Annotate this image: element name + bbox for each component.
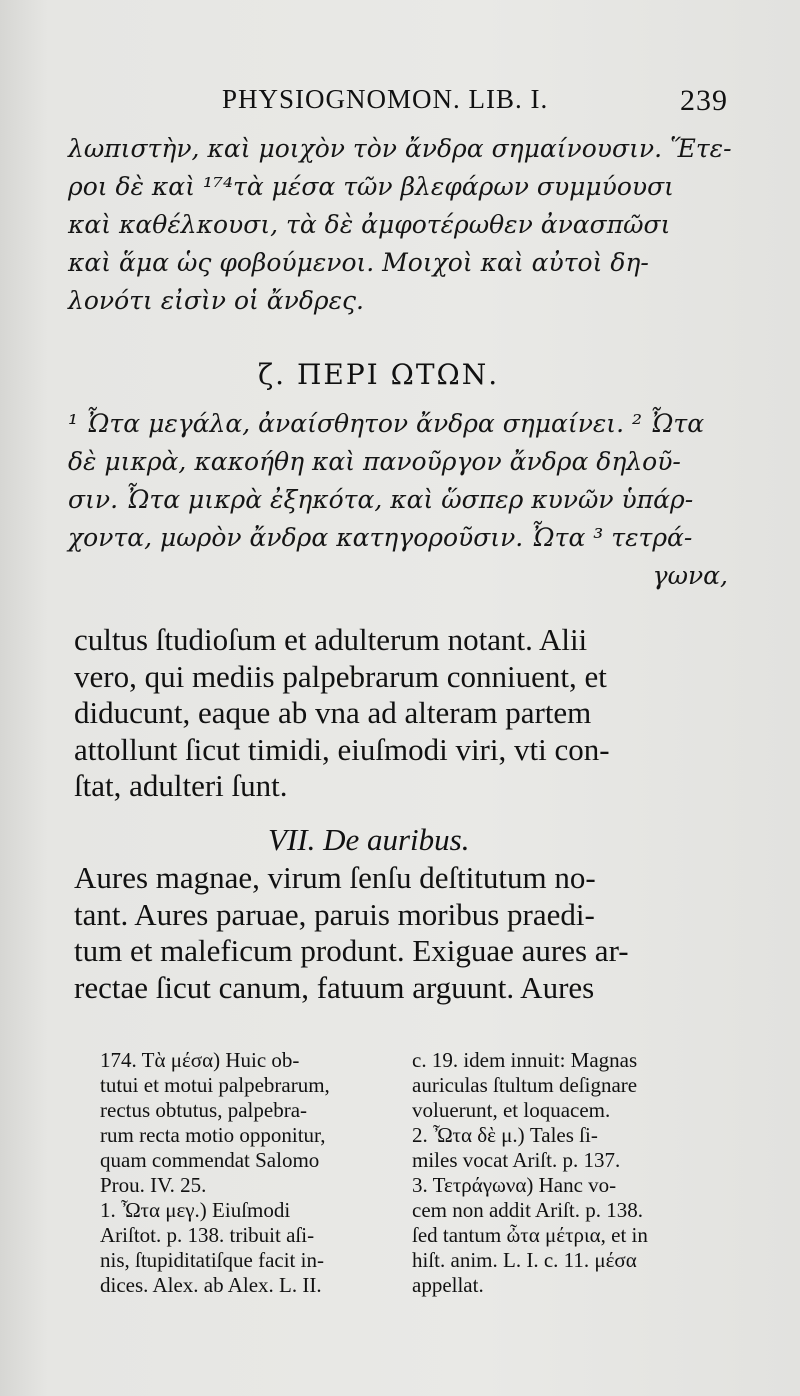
page-number: 239 [680,84,728,117]
latin-text-block-2 [74,860,726,1006]
footnote-line: nis, ſtupiditatiſque facit in- [100,1248,324,1272]
latin-section-heading: VII. De auribus. [268,822,470,857]
footnote-line: cem non addit Ariſt. p. 138. [412,1198,643,1222]
footnote-line: Prou. IV. 25. [100,1173,207,1197]
text-line: δὲ μικρὰ, κακοήθη καὶ πανοῦργον ἄνδρα δηλοῦ- [68,447,681,476]
text-line: ¹ Ὦτα μεγάλα, ἀναίσθητον ἄνδρα σημαίνει. ² Ὦτα [68,409,705,438]
footnote-line: 174. Τὰ μέσα) Huic ob- [100,1048,300,1072]
footnote-line: auriculas ſtultum deſignare [412,1073,638,1097]
running-title: PHYSIOGNOMON. LIB. I. [222,84,549,114]
footnote-line: ſed tantum ὦτα μέτρια, et in [412,1223,648,1247]
greek-text-block-2 [68,405,736,595]
footnote-line: quam commendat Salomo [100,1148,320,1172]
text-line: καὶ καθέλκουσι, τὰ δὲ ἀμφοτέρωθεν ἀνασπῶσι [68,210,671,239]
footnotes-left-column [100,1048,390,1298]
footnote-line: rum recta motio opponitur, [100,1123,326,1147]
text-line: vero, qui mediis palpebrarum conniuent, et [74,658,607,694]
text-line: diducunt, eaque ab vna ad alteram partem [74,695,592,730]
text-line: tant. Aures paruae, paruis moribus praedi- [74,896,595,932]
text-line: rectae ſicut canum, fatuum arguunt. Aures [74,969,595,1005]
text-line: ſtat, adulteri ſunt. [74,768,288,803]
footnote-line: 1. Ὦτα μεγ.) Eiuſmodi [100,1198,291,1222]
text-line: καὶ ἅμα ὡς φοβούμενοι. Μοιχοὶ καὶ αὐτοὶ δη- [68,248,649,277]
text-line: ροι δὲ καὶ ¹⁷⁴τὰ μέσα τῶν βλεφάρων συμμύουσι [68,172,674,201]
footnote-line: appellat. [412,1273,484,1297]
text-line: cultus ſtudioſum et adulterum notant. Alii [74,622,588,657]
text-line: Aures magnae, virum ſenſu deſtitutum no- [74,860,596,895]
text-line: attollunt ſicut timidi, eiuſmodi viri, vti con- [74,731,610,767]
footnotes-right-column [412,1048,742,1298]
footnote-line: hiſt. anim. L. I. c. 11. μέσα [412,1248,637,1272]
text-line: σιν. Ὦτα μικρὰ ἐξηκότα, καὶ ὥσπερ κυνῶν ὑπάρ- [68,485,694,514]
text-line: λονότι εἰσὶν οἱ ἄνδρες. [68,286,364,315]
latin-text-block-1 [74,622,726,805]
footnote-line: dices. Alex. ab Alex. L. II. [100,1273,322,1297]
text-line: χοντα, μωρὸν ἄνδρα κατηγοροῦσιν. Ὦτα ³ τετρά- [68,523,693,552]
footnote-line: c. 19. idem innuit: Magnas [412,1048,638,1072]
running-header [222,84,728,124]
footnote-line: 3. Τετράγωνα) Hanc vo- [412,1173,617,1197]
footnote-line: miles vocat Ariſt. p. 137. [412,1148,621,1172]
footnote-line: Ariſtot. p. 138. tribuit aſi- [100,1223,315,1247]
greek-section-heading: ζ. ΠΕΡΙ ΩΤΩΝ. [258,358,500,391]
footnote-line: tutui et motui palpebrarum, [100,1073,330,1097]
text-line: λωπιστὴν, καὶ μοιχὸν τὸν ἄνδρα σημαίνουσιν. Ἕτε- [68,134,732,163]
footnote-line: rectus obtutus, palpebra- [100,1098,308,1122]
greek-text-block-1 [68,130,736,320]
footnote-line: 2. Ὦτα δὲ μ.) Tales ſi- [412,1123,598,1147]
text-line: tum et maleficum produnt. Exiguae aures ar- [74,933,629,968]
text-line: γωνα, [652,561,728,590]
footnote-line: voluerunt, et loquacem. [412,1098,611,1122]
